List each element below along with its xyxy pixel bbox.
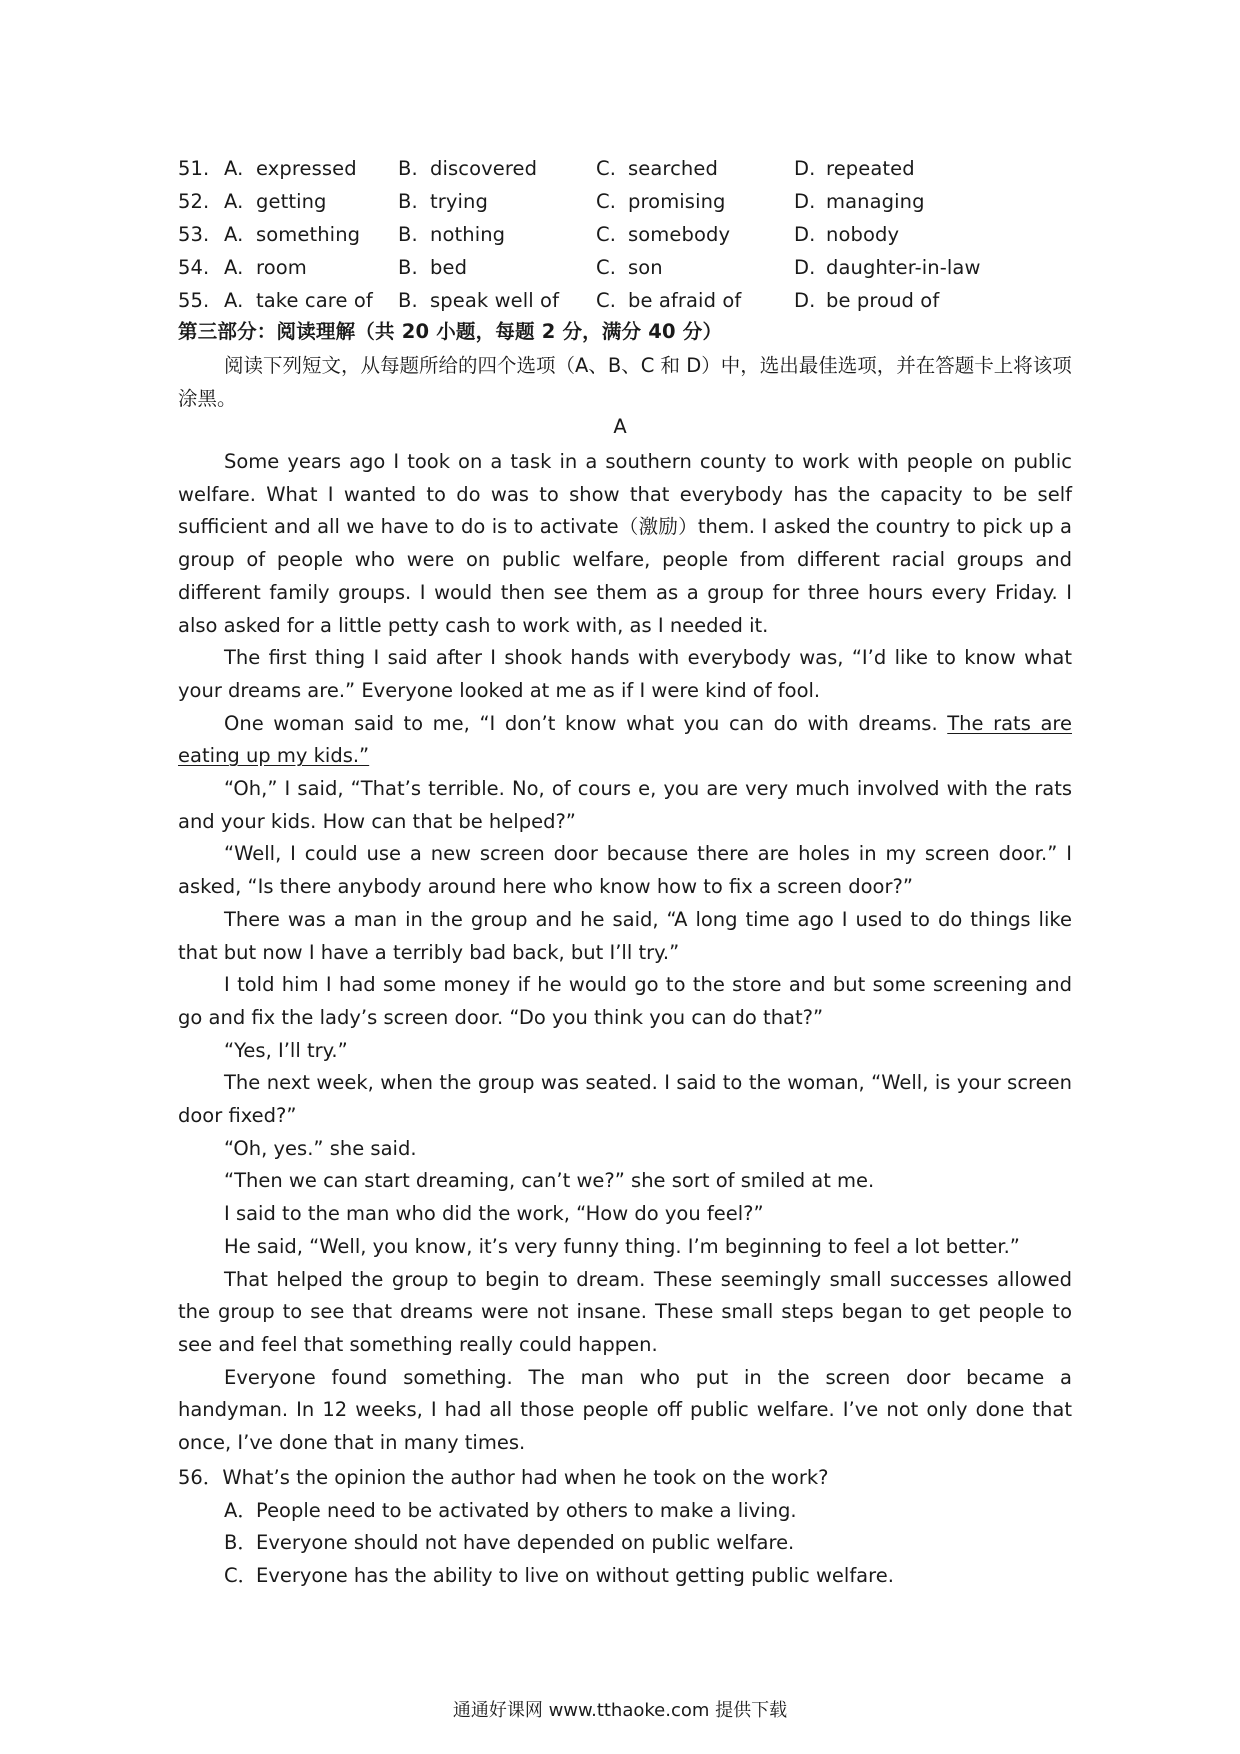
option-letter: C． [224, 1564, 258, 1588]
option-row-52 [178, 185, 1078, 218]
option-row-53 [178, 218, 1078, 251]
option-text: Everyone should not have depended on public welfare. [256, 1531, 795, 1555]
option-letter: A． [224, 1498, 257, 1522]
choice-d: managing [826, 190, 925, 213]
question-56 [178, 1462, 1078, 1593]
question-option-b [178, 1527, 1078, 1560]
choice-c: promising [628, 190, 726, 213]
paragraph: Everyone found something. The man who put in the screen door became a handyman. In 12 weeks, I had all those people off public welfare. I’ve not only done that once, I’ve done that in many times. [178, 1365, 1072, 1455]
question-number: 51. [178, 157, 210, 180]
choice-d: be proud of [826, 289, 940, 312]
choice-letter: B. [398, 190, 418, 213]
choice-letter: C. [596, 157, 617, 180]
choice-c: son [628, 256, 663, 279]
choice-a: room [256, 256, 307, 279]
choice-a: something [256, 223, 361, 246]
paragraph: There was a man in the group and he said, “A long time ago I used to do things like that but now I have a terribly bad back, but I’ll try.” [178, 907, 1072, 964]
paragraph: Some years ago I took on a task in a southern county to work with people on public welfare. What I wanted to do was to show that everybody has the capacity to be self sufficient and all we have to do is to activate（激励）them. I asked the country to pick up a group of people who were on public welfare, people from different racial groups and different family groups. I would then see them as a group for three hours every Friday. I also asked for a little petty cash to work with, as I needed it. [178, 450, 1072, 637]
choice-c: be afraid of [628, 289, 742, 312]
question-number: 55. [178, 289, 210, 312]
choice-b: nothing [430, 223, 506, 246]
choice-c: somebody [628, 223, 731, 246]
choice-b: speak well of [430, 289, 560, 312]
choice-letter: D. [794, 256, 816, 279]
question-number: 54. [178, 256, 210, 279]
instructions: 阅读下列短文，从每题所给的四个选项（A、B、C 和 D）中，选出最佳选项，并在答题卡上将该项涂黑。 [178, 354, 1072, 410]
choice-letter: D. [794, 289, 816, 312]
choice-c: searched [628, 157, 718, 180]
choice-letter: C. [596, 256, 617, 279]
paragraph: “Then we can start dreaming, can’t we?” she sort of smiled at me. [224, 1169, 875, 1193]
reading-passage [178, 446, 1072, 1460]
option-row-55 [178, 284, 1078, 317]
choice-d: daughter-in-law [826, 256, 981, 279]
paragraph: “Well, I could use a new screen door because there are holes in my screen door.” I asked, “Is there anybody around here who know how to fix a screen door?” [178, 842, 1072, 899]
option-text: People need to be activated by others to make a living. [256, 1498, 797, 1522]
choice-a: expressed [256, 157, 357, 180]
choice-d: nobody [826, 223, 900, 246]
paragraph: “Oh, yes.” she said. [224, 1136, 417, 1160]
choice-letter: B. [398, 289, 418, 312]
paragraph-text: One woman said to me, “I don’t know what you can do with dreams. [224, 711, 948, 735]
passage-label: A [613, 415, 627, 438]
question-option-c [178, 1560, 1078, 1593]
choice-letter: A. [224, 223, 244, 246]
choice-letter: C. [596, 289, 617, 312]
paragraph: The first thing I said after I shook hands with everybody was, “I’d like to know what your dreams are.” Everyone looked at me as if I were kind of fool. [178, 646, 1072, 702]
question-option-a [178, 1495, 1078, 1528]
underlined-sentence: The rats are eating up my kids.” [178, 711, 1072, 768]
choice-letter: A. [224, 256, 244, 279]
paragraph: That helped the group to begin to dream. These seemingly small successes allowed the group to see that dreams were not insane. These small steps began to get people to see and feel that something really could happen. [178, 1267, 1072, 1356]
choice-letter: A. [224, 190, 244, 213]
choice-letter: D. [794, 157, 816, 180]
choice-d: repeated [826, 157, 915, 180]
option-row-54 [178, 251, 1078, 284]
paragraph: “Yes, I’ll try.” [224, 1038, 348, 1062]
choice-a: getting [256, 190, 327, 213]
option-letter: B． [224, 1531, 257, 1555]
cloze-options [178, 152, 1078, 317]
paragraph [178, 708, 1072, 773]
choice-letter: A. [224, 289, 244, 312]
paragraph: “Oh,” I said, “That’s terrible. No, of cours e, you are very much involved with the rats and your kids. How can that be helped?” [178, 777, 1072, 833]
choice-letter: D. [794, 223, 816, 246]
question-number: 52. [178, 190, 210, 213]
choice-b: bed [430, 256, 468, 279]
choice-letter: B. [398, 223, 418, 246]
choice-letter: D. [794, 190, 816, 213]
question-number: 53. [178, 223, 210, 246]
choice-letter: A. [224, 157, 244, 180]
footer-watermark: 通通好课网 www.tthaoke.com 提供下载 [452, 1700, 788, 1721]
question-stem: 56．What’s the opinion the author had when he took on the work? [178, 1466, 829, 1489]
paragraph: He said, “Well, you know, it’s very funny thing. I’m beginning to feel a lot better.” [224, 1234, 1020, 1258]
choice-letter: B. [398, 256, 418, 279]
option-row-51 [178, 152, 1078, 185]
section-heading: 第三部分：阅读理解（共 20 小题，每题 2 分，满分 40 分） [178, 320, 723, 343]
choice-b: discovered [430, 157, 538, 180]
paragraph: The next week, when the group was seated. I said to the woman, “Well, is your screen door fixed?” [178, 1071, 1072, 1128]
choice-letter: C. [596, 190, 617, 213]
paragraph: I told him I had some money if he would go to the store and but some screening and go and fix the lady’s screen door. “Do you think you can do that?” [178, 973, 1072, 1029]
option-text: Everyone has the ability to live on without getting public welfare. [256, 1564, 894, 1588]
choice-letter: B. [398, 157, 418, 180]
choice-b: trying [430, 190, 488, 213]
choice-letter: C. [596, 223, 617, 246]
paragraph: I said to the man who did the work, “How do you feel?” [224, 1202, 764, 1226]
choice-a: take care of [256, 289, 373, 312]
